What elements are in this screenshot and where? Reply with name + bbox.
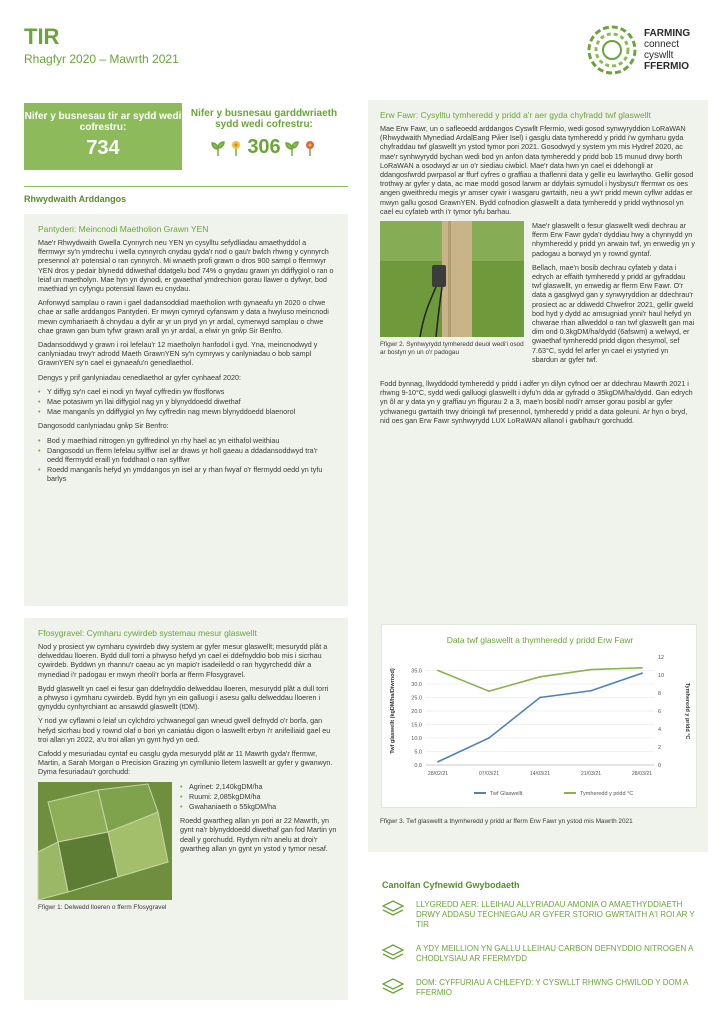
figure-2-caption: Ffigwr 2. Synhwyrydd tymheredd deuol wedi'i osod ar bostyn yn un o'r padogau [380, 341, 524, 357]
list-item: • Mae manganîs yn ddiffygiol yn fwy cyffredin nag mewn blynyddoedd blaenorol [38, 407, 334, 416]
group-results-list [38, 436, 334, 484]
ffosygravel-paragraph: Bydd glaswellt yn cael ei fesur gan ddefnyddio delweddau lloeren, mesurydd plât a dull torri a phwyso i gymharu cywirdeb. Bydd hyn yn ein galluogi i asesu gallu delweddau lloeren i gynyddu cynhyrchiant ac ansawdd glaswellt (tDM). [38, 683, 329, 712]
y-tick-label: 15.0 [411, 722, 422, 729]
list-item: • Gwahaniaeth o 55kgDM/ha [180, 802, 340, 811]
knowledge-item-label: DOM: CYFFURIAU A CHLEFYD: Y CYSWLLT RHWNG CHWILOD Y DOM A FFERMIO [416, 978, 689, 997]
y2-axis-label: Tymheredd y pridd °C [684, 682, 690, 740]
flower-icon [303, 140, 317, 156]
pantyderi-title: Pantyderi: Meincnodi Maetholion Grawn YEN [38, 224, 209, 234]
data-point [539, 697, 541, 699]
ffosygravel-paragraph: Y nod yw cyflawni o leiaf un cylchdro ychwanegol gan wneud gwell defnydd o'r borfa, gan hefyd sicrhau bod y rownd olaf o bori yn caniatáu digon o laswellt erbyn i'r anifeiliaid gael eu troi allan yn 2022, a'u troi allan yn gynt hyd yn oed. [38, 716, 331, 744]
y-tick-label: 20.0 [411, 709, 422, 715]
ffosygravel-paragraph: Roedd gwartheg allan yn pori ar 22 Mawrth, yn gynt na'r blynyddoedd diwethaf gan fod Martin yn deall y gorchudd. Rydym ni'n anelu at droi'r gwartheg allan yn gynt yn ystod y tymor nesaf. [180, 816, 337, 853]
data-point [590, 669, 592, 671]
page-title: TIR [24, 24, 60, 49]
x-tick-label: 07/03/21 [478, 771, 500, 777]
x-tick-label: 14/03/21 [529, 771, 551, 777]
data-point [641, 672, 643, 674]
erwfawr-title: Erw Fawr: Cysylltu tymheredd y pridd a'r aer gyda chyfradd twf glaswellt [380, 110, 651, 120]
y2-tick-label: 8 [658, 691, 662, 697]
pantyderi-panel [24, 214, 348, 606]
layers-icon [382, 944, 404, 960]
list-item: • Dangosodd un fferm lefelau sylffwr isel ar draws yr holl gaeau a ddadansoddwyd tra'r oedd ffermydd eraill yn foddhaol o ran sylffwr [38, 446, 334, 464]
knowledge-item[interactable] [382, 944, 702, 964]
plant-icon [211, 140, 225, 156]
logo-text-1: FARMING [644, 28, 691, 39]
figure-1-caption: Ffigwr 1: Delwedd lloeren o fferm Ffosygravel [38, 903, 167, 911]
chart-canvas [382, 625, 698, 809]
logo-ring-icon [586, 24, 638, 76]
date-range: Rhagfyr 2020 – Mawrth 2021 [24, 52, 179, 66]
logo-text-2: connect [644, 39, 680, 50]
data-point [590, 690, 592, 692]
logo-text-4: FFERMIO [644, 61, 689, 72]
layers-icon [382, 900, 404, 916]
national-results-list [38, 387, 334, 417]
data-point [488, 737, 490, 739]
pantyderi-paragraph: Dengys y prif ganlyniadau cenedlaethol ar gyfer cynhaeaf 2020: [38, 372, 241, 382]
y2-tick-label: 12 [658, 655, 665, 661]
sensor-post-icon [380, 221, 524, 337]
y-tick-label: 5.0 [414, 749, 422, 756]
satellite-fields-icon [38, 782, 172, 900]
network-heading: Rhwydwaith Arddangos [24, 194, 127, 204]
y2-tick-label: 4 [658, 727, 662, 733]
erwfawr-paragraph: Mae'r glaswellt o fesur glaswellt wedi dechrau ar fferm Erw Fawr gyda'r dyddiau hwy a chynnydd yn nhymheredd y pridd yn arwain twf, yn enwedig yn y padogau a borwyd yn y rownd gyntaf. [532, 221, 695, 258]
y2-tick-label: 0 [658, 763, 662, 769]
data-point [488, 690, 490, 692]
list-item: • Ruumi: 2,085kgDM/ha [180, 792, 340, 801]
layers-icon [382, 978, 404, 994]
grass-growth-chart [381, 624, 697, 808]
ffosygravel-title: Ffosygravel: Cymharu cywirdeb systemau mesur glaswellt [38, 628, 257, 638]
y-tick-label: 10.0 [411, 736, 422, 742]
erwfawr-paragraph: Mae Erw Fawr, un o safleoedd arddangos Cyswllt Ffermio, wedi gosod synwyryddion LoRaWAN (Rhwydwaith Mynediad ArdalEang Pŵer Isel) i gasglu data tymheredd y pridd i'w gymharu gyda chyfraddau twf glaswellt yn ystod tymor pori 2021. Gosodwyd y system ym mis Hydref 2020, ac mae'r synhwyrydd bychan wedi bod yn anfon data tymheredd y pridd bob 15 munud drwy borth LoRaWAN a osodwyd ar un o'r siediau ciwbicl. Mae'r data hwn yn cael ei ddehongli ar ddangosfwrdd pwrpasol ar ffurf cyfres o graffiau a thaflenni data y gellir eu lawrlwytho. Gellir gosod trothwy ar gyfer y data, ac mae modd gosod larwm ar ddyfais symudol i hysbysu'r ffermwr os oes angen gweithredu megis yr amser cywir i wasgaru gwrtaith, neu a yw'r pridd mewn cyflwr addas er mwyn gallu gosod GrawnYEN. Bydd cofnodion glaswellt a data tymheredd y pridd wythnosol yn cael eu cyfateb wrth i'r tymor tyfu barhau. [380, 124, 694, 216]
data-point [437, 761, 439, 763]
satellite-image [38, 782, 172, 900]
registered-horticulture-value: 306 [247, 136, 281, 158]
x-tick-label: 28/03/21 [631, 771, 653, 777]
cover-measurements-list [180, 782, 340, 812]
y-tick-label: 0.0 [414, 763, 422, 769]
knowledge-item[interactable] [382, 978, 702, 998]
series-line [438, 668, 642, 691]
flower-icon [229, 140, 243, 156]
registered-businesses-value: 734 [86, 137, 120, 159]
series-line [438, 673, 642, 762]
pantyderi-paragraph: Dangosodd canlyniadau grŵp Sir Benfro: [38, 421, 169, 431]
farming-connect-logo [586, 24, 706, 80]
list-item: • Roedd manganîs hefyd yn ymddangos yn isel ar y rhan fwyaf o'r ffermydd oedd yn tyfu barlys [38, 465, 334, 483]
data-point [437, 670, 439, 672]
knowledge-item[interactable] [382, 900, 702, 930]
pantyderi-paragraph: Anfonwyd samplau o rawn i gael dadansoddiad maetholion wrth gynaeafu yn 2020 o chwe chae ar safle arddangos Pantyderi. Er mwyn cymryd cyfanswm y data a hwyluso meincnodi mewn cymhariaeth â chnydau a dyfir ar yr un pryd yn yr ardal, cymerwyd samplau o chwe chae grawn gan bum tyfwr grawn arall yn yr ardal, a elwir yn grŵp Sir Benfro. [38, 298, 329, 335]
registered-horticulture-box [188, 108, 340, 159]
y-tick-label: 30.0 [411, 682, 422, 688]
erwfawr-paragraph: Bellach, mae'n bosib dechrau cyfateb y data i edrych ar effaith tymheredd y pridd ar gyfraddau twf glaswellt, yn enwedig ar fferm Erw Fawr. O'r data a gasglwyd gan y synwyryddion ar ddechrau'r prosiect ac ar ddiwedd Chwefror 2021, gellir gweld bod hyd y dydd ac amsugniad ynni'r haul hefyd yn chwarae rhan allweddol o ran twf glaswellt gan mai dim ond 0.3kgDM/ha/dydd (6afswm) a welwyd, er gwaethaf tymheredd pridd digon rhesymol, sef 7.63°C, sydd fel arfer yn cael ei ystyried yn sbardun ar gyfer twf. [532, 262, 695, 364]
plant-icon [285, 140, 299, 156]
logo-text-3: cyswllt [644, 50, 674, 61]
registered-businesses-box [24, 103, 182, 170]
figure-3-caption: Ffigwr 3. Twf glaswellt a thymheredd y pridd ar fferm Erw Fawr yn ystod mis Mawrth 2021 [380, 818, 633, 825]
legend-label: Tymheredd y pridd °C [580, 791, 634, 797]
legend-label: Twf Glaswellt [490, 791, 523, 797]
x-tick-label: 28/02/21 [427, 771, 449, 777]
chart-title: Data twf glaswellt a thymheredd y pridd Erw Fawr [446, 635, 634, 645]
list-item: • Bod y maethiad nitrogen yn gyffredinol yn rhy hael ac yn eithafol weithiau [38, 436, 334, 445]
registered-businesses-label: Nifer y busnesau tir ar sydd wedi cofrestru: [24, 111, 182, 133]
y-tick-label: 25.0 [411, 695, 422, 702]
x-tick-label: 21/03/21 [580, 771, 602, 777]
list-item: • Y diffyg sy'n cael ei nodi yn fwyaf cyffredin yw ffosfforws [38, 387, 334, 396]
registered-horticulture-label: Nifer y busnesau garddwriaeth sydd wedi cofrestru: [190, 108, 338, 130]
list-item: • Agrinet: 2,140kgDM/ha [180, 782, 340, 791]
ffosygravel-panel [24, 618, 348, 1000]
list-item: • Mae potasiwm yn llai diffygiol nag yn y blynyddoedd diwethaf [38, 397, 334, 406]
sensor-photo [380, 221, 524, 337]
y-tick-label: 35.0 [411, 668, 422, 675]
knowledge-heading: Canolfan Cyfnewid Gwybodaeth [382, 880, 520, 890]
y2-tick-label: 10 [658, 673, 665, 679]
y2-tick-label: 6 [658, 709, 662, 715]
pantyderi-paragraph: Mae'r Rhwydwaith Gwella Cynnyrch neu YEN yn cysylltu sefydliadau amaethyddol a ffermwyr sy'n ymdrechu i wella cynnyrch cnydau gyda'r nod o gau'r bwlch rhwng y cynnyrch presennol a'r potensial o ran cynnyrch. Mi wnaeth profi grawn o dros 900 sampl o ffermwyr YEN dros y pedair blynedd ddiwethaf ddatgelu bod 74% o gnydau grawn yn ddiffygiol o ran o leiaf un maetholyn. Mae hyn yn dynodi, er gwaethaf ymdrechion gorau llawer o dyfwyr, bod maethiad yn cyfyngu potensial llawn eu cnydau. [38, 238, 334, 294]
y-axis-label: Twf glaswellt (kgDM/ha/Diwrnod) [390, 668, 396, 754]
erwfawr-paragraph: Fodd bynnag, llwyddodd tymheredd y pridd i adfer yn dilyn cyfnod oer ar ddechrau Mawrth 2021 i rhwng 9-10°C, sydd wedi galluogi glaswellt i dyfu'n dda ar gyfradd o 35kgDM/ha/dydd. Gan edrych yn ôl ar y data yn y graffiau yn ffigurau 2 a 3, mae'n bosibl nodi'r amser gorau posibl ar gyfer ychwanegu gwrtaith trwy drioingli twf presennol, tymheredd y pridd a data goleuni. Ar hyn o bryd, nid oes gan Erw Fawr synhwyrydd LUX LoRaWAN allanol i gwblhau'r gorchudd. [380, 379, 693, 425]
ffosygravel-paragraph: Nod y prosiect yw cymharu cywirdeb dwy system ar gyfer mesur glaswellt; mesurydd plât a delweddau lloeren. Bydd dull torri a phwyso hefyd yn cael ei ddefnyddio bob mis i sicrhau cywirdeb. Byddwn yn rhannu'r caeau ac yn mapio'r isadeiledd o ran hygyrchedd dŵr a mynediad i'r padogau er mwyn rheoli'r borfa ar fferm Ffosygravel. [38, 642, 328, 679]
y2-tick-label: 2 [658, 745, 662, 751]
divider [24, 186, 348, 187]
data-point [539, 676, 541, 678]
knowledge-item-label: LLYGREDD AER: LLEIHAU ALLYRIADAU AMONIA O AMAETHYDDIAETH DRWY ADDASU TECHNEGAU AR GYFER STORIO GWRTAITH A'I ROI AR Y TIR [416, 900, 695, 929]
knowledge-item-label: A YDY MEILLION YN GALLU LLEIHAU CARBON DEFNYDDIO NITROGEN A CHODLYSIAU AR FFERMYDD [416, 944, 693, 963]
pantyderi-paragraph: Dadansoddwyd y grawn i roi lefelau'r 12 maetholyn hanfodol i gyd. Yna, meincnodwyd y canlyniadau trwy'r adrodd Maeth GrawnYEN sy'n cymryws y canlyniadau o bob sampl GrawnYEN sy'n cael ei gynaeafu'n genedlaethol. [38, 340, 318, 368]
ffosygravel-paragraph: Cafodd y mesuriadau cyntaf eu casglu gyda mesurydd plât ar 11 Mawrth gyda'r ffermwr, Martin, a Sarah Morgan o Precision Grazing yn cymllunio lletem laswellt ar gyfer y gwanwyn. Dyma fesuriadau'r gorchudd: [38, 749, 333, 777]
data-point [641, 667, 643, 669]
